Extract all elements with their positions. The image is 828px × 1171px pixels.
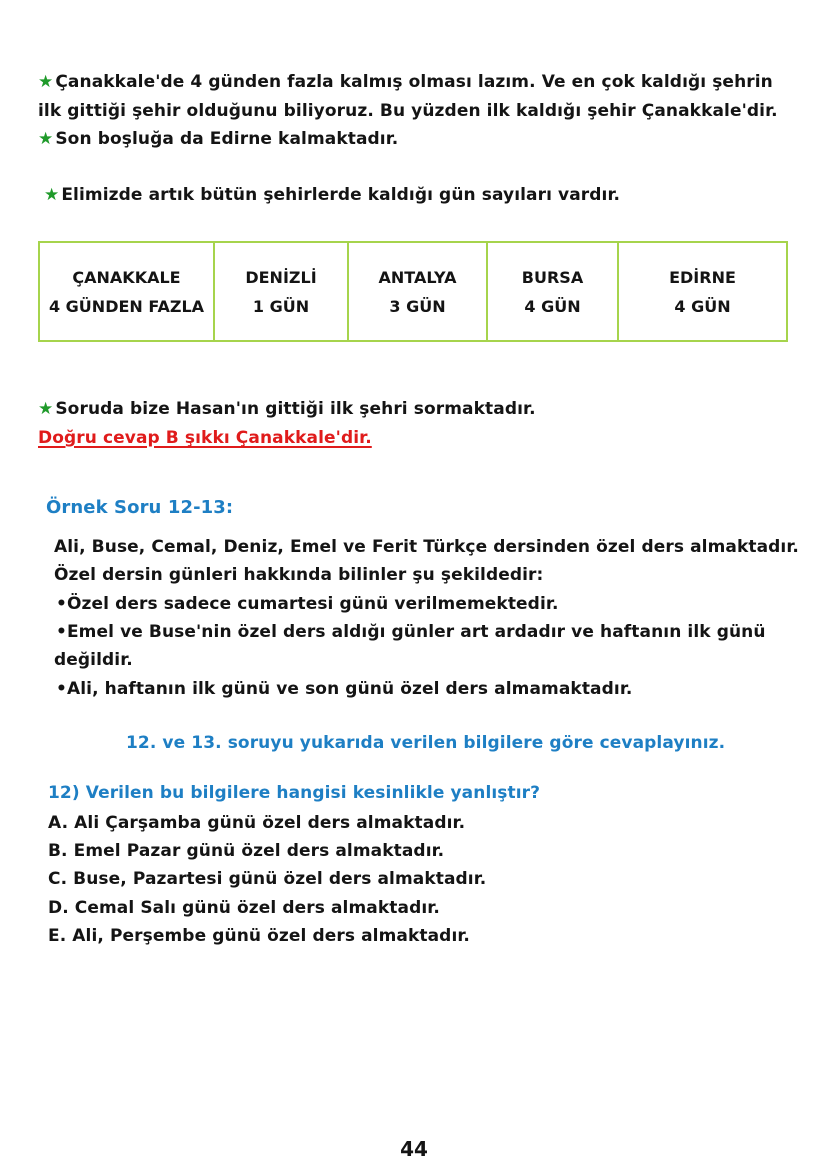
cell-days: 4 GÜN — [674, 296, 731, 316]
option-d: D. Cemal Salı günü özel ders almaktadır. — [48, 898, 440, 918]
example-text-1: Ali, Buse, Cemal, Deniz, Emel ve Ferit Türkçe dersinden özel ders almaktadır. — [54, 537, 799, 557]
cell-city: ÇANAKKALE — [72, 267, 181, 287]
intro-line-4: ★ Elimizde artık bütün şehirlerde kaldığı gün sayıları vardır. — [44, 185, 621, 205]
example-bullet-2: •Emel ve Buse'nin özel ders aldığı günler art ardadır ve haftanın ilk günü — [56, 622, 766, 642]
intro-line-1: ★ Çanakkale'de 4 günden fazla kalmış olması lazım. Ve en çok kaldığı şehrin — [38, 72, 773, 92]
star-icon: ★ — [44, 185, 60, 205]
intro-line-2: ilk gittiği şehir olduğunu biliyoruz. Bu yüzden ilk kaldığı şehir Çanakkale'dir. — [38, 101, 778, 121]
cell-days: 1 GÜN — [252, 296, 310, 316]
question-note: ★ Soruda bize Hasan'ın gittiği ilk şehri sormaktadır. — [38, 399, 536, 419]
star-icon: ★ — [38, 129, 54, 149]
table-cell — [215, 243, 349, 340]
cell-days: 4 GÜN — [524, 296, 581, 316]
cell-days: 4 GÜNDEN FAZLA — [48, 296, 205, 316]
cell-city: ANTALYA — [378, 267, 457, 287]
table-cell — [349, 243, 488, 340]
cell-city: BURSA — [521, 267, 584, 287]
city-days-table — [38, 241, 788, 342]
question-12-stem: 12) Verilen bu bilgilere hangisi kesinlikle yanlıştır? — [48, 783, 541, 803]
star-icon: ★ — [38, 72, 54, 92]
example-title: Örnek Soru 12-13: — [46, 497, 234, 518]
correct-answer: Doğru cevap B şıkkı Çanakkale'dir. — [38, 428, 372, 448]
table-cell — [488, 243, 619, 340]
cell-city: DENİZLİ — [245, 267, 317, 287]
instruction: 12. ve 13. soruyu yukarıda verilen bilgilere göre cevaplayınız. — [126, 733, 726, 753]
intro-line-3: ★ Son boşluğa da Edirne kalmaktadır. — [38, 129, 399, 149]
option-a: A. Ali Çarşamba günü özel ders almaktadır. — [48, 813, 466, 833]
cell-city: EDİRNE — [669, 267, 736, 287]
example-bullet-1: •Özel ders sadece cumartesi günü verilmemektedir. — [56, 594, 559, 614]
table-cell — [40, 243, 215, 340]
option-b: B. Emel Pazar günü özel ders almaktadır. — [48, 841, 445, 861]
page-number: 44 — [400, 1137, 428, 1161]
option-c: C. Buse, Pazartesi günü özel ders almaktadır. — [48, 869, 487, 889]
example-text-2: Özel dersin günleri hakkında bilinler şu şekildedir: — [54, 565, 544, 585]
option-e: E. Ali, Perşembe günü özel ders almaktadır. — [48, 926, 470, 946]
example-bullet-2-cont: değildir. — [54, 650, 133, 670]
table-cell — [619, 243, 786, 340]
cell-days: 3 GÜN — [389, 296, 446, 316]
star-icon: ★ — [38, 399, 54, 419]
example-bullet-3: •Ali, haftanın ilk günü ve son günü özel ders almamaktadır. — [56, 679, 633, 699]
